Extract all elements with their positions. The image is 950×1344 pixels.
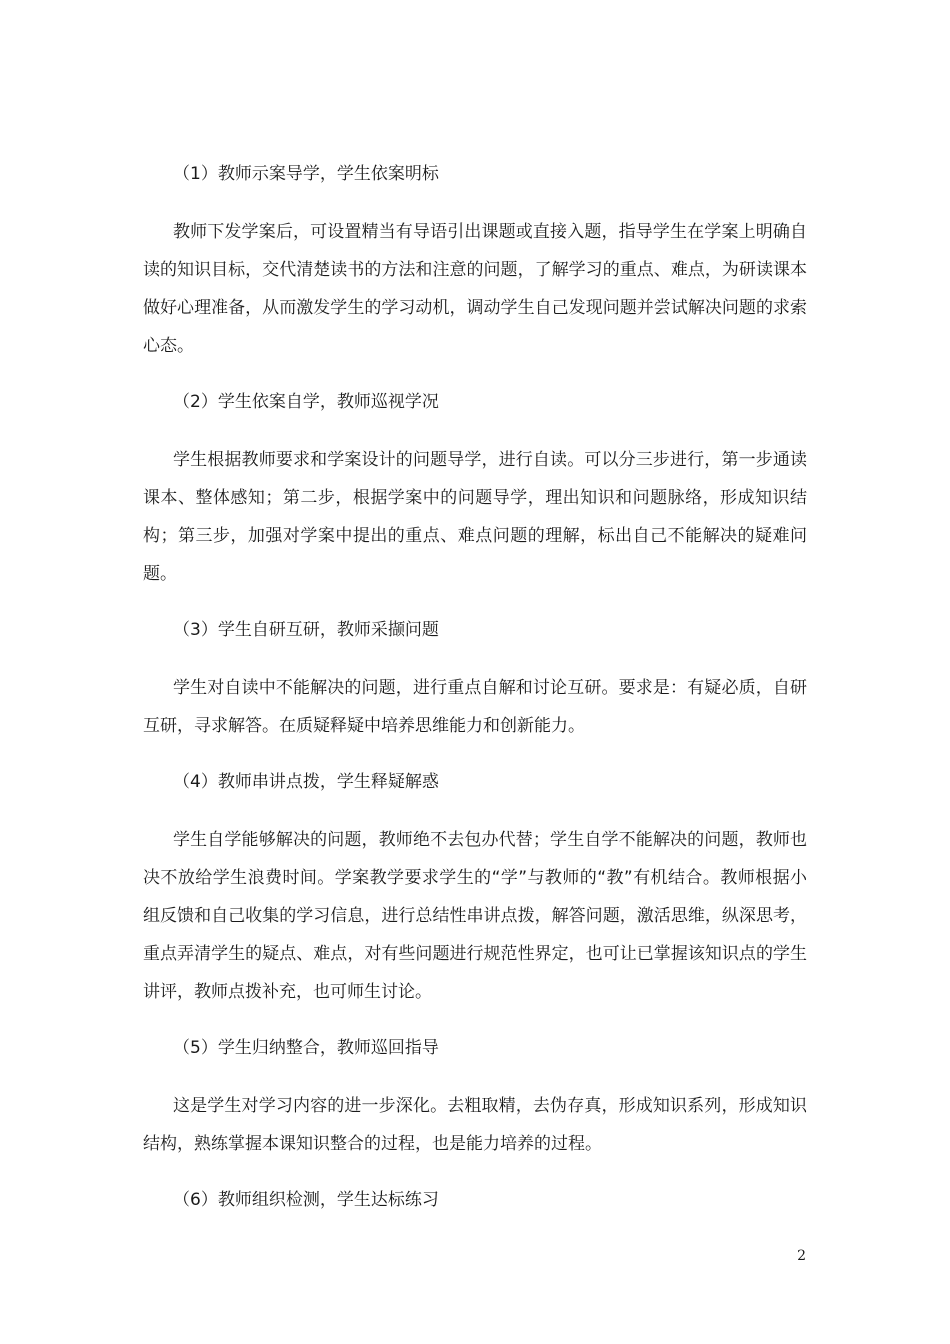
section-heading-3: （3）学生自研互研，教师采撷问题 bbox=[173, 620, 439, 640]
section-heading-4: （4）教师串讲点拨，学生释疑解惑 bbox=[173, 772, 439, 792]
section-body-5: 这是学生对学习内容的进一步深化。去粗取精，去伪存真，形成知识系列，形成知识结构，熟练掌握本课知识整合的过程，也是能力培养的过程。 bbox=[143, 1096, 807, 1154]
section-body-3: 学生对自读中不能解决的问题，进行重点自解和讨论互研。要求是：有疑必质，自研互研，寻求解答。在质疑释疑中培养思维能力和创新能力。 bbox=[143, 678, 807, 736]
section-body-2: 学生根据教师要求和学案设计的问题导学，进行自读。可以分三步进行，第一步通读课本、整体感知；第二步，根据学案中的问题导学，理出知识和问题脉络，形成知识结构；第三步，加强对学案中提出的重点、难点问题的理解，标出自己不能解决的疑难问题。 bbox=[143, 450, 807, 584]
section-heading-6: （6）教师组织检测，学生达标练习 bbox=[173, 1190, 439, 1210]
page-number: 2 bbox=[797, 1248, 806, 1264]
section-body-1: 教师下发学案后，可设置精当有导语引出课题或直接入题，指导学生在学案上明确自读的知识目标，交代清楚读书的方法和注意的问题，了解学习的重点、难点，为研读课本做好心理准备，从而激发学生的学习动机，调动学生自己发现问题并尝试解决问题的求索心态。 bbox=[143, 222, 807, 356]
section-heading-1: （1）教师示案导学，学生依案明标 bbox=[173, 164, 439, 184]
section-heading-2: （2）学生依案自学，教师巡视学况 bbox=[173, 392, 439, 412]
section-body-4: 学生自学能够解决的问题，教师绝不去包办代替；学生自学不能解决的问题，教师也决不放给学生浪费时间。学案教学要求学生的“学”与教师的“教”有机结合。教师根据小组反馈和自己收集的学习信息，进行总结性串讲点拨，解答问题，激活思维，纵深思考，重点弄清学生的疑点、难点，对有些问题进行规范性界定，也可让已掌握该知识点的学生讲评，教师点拨补充，也可师生讨论。 bbox=[143, 830, 807, 1002]
section-heading-5: （5）学生归纳整合，教师巡回指导 bbox=[173, 1038, 439, 1058]
